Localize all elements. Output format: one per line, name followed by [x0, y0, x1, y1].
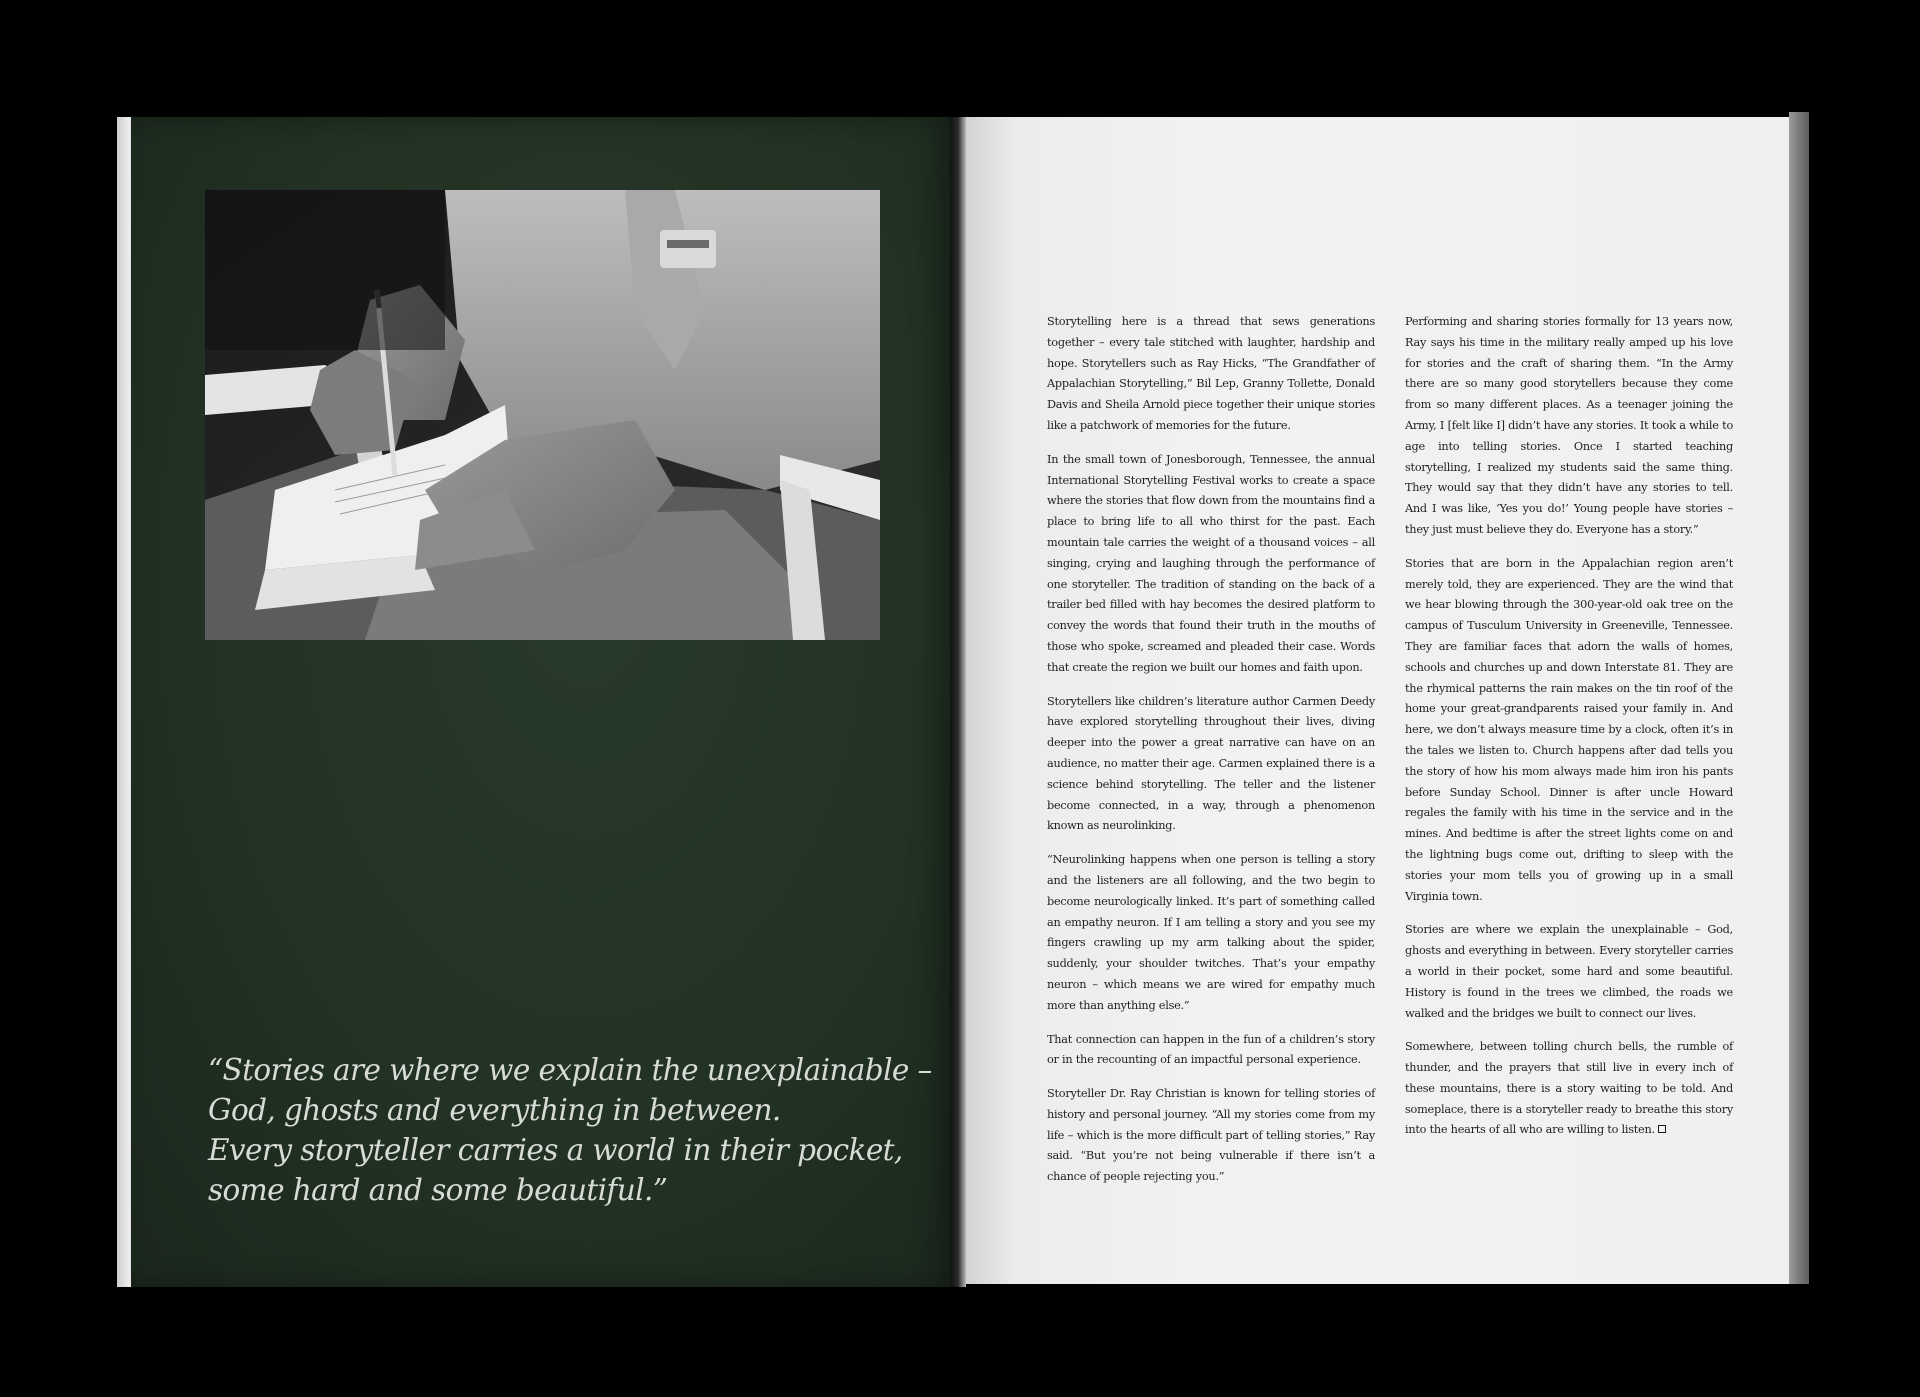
- article-paragraph: Stories that are born in the Appalachian region aren’t merely told, they are experienced. They are the wind that we hear blowing through the 300-year-old oak tree on the campus of Tusculum University in Greeneville, Tennessee. They are familiar faces that adorn the walls of homes, schools and churches up and down Interstate 81. They are the rhymical patterns the rain makes on the tin roof of the home your great-grandparents raised your family in. And here, we don’t always measure time by a clock, often it’s in the tales we listen to. Church happens after dad tells you the story of how his mom always made him iron his pants before Sunday School. Dinner is after uncle Howard regales the family with his time in the service and in the mines. And bedtime is after the street lights come on and the lightning bugs come out, drifting to sleep with the stories your mom tells you of growing up in a small Virginia town.: [1405, 556, 1733, 903]
- article-paragraph: That connection can happen in the fun of a children’s story or in the recounting of an impactful personal experience.: [1047, 1032, 1375, 1067]
- pull-quote-line: some hard and some beautiful.”: [208, 1173, 668, 1207]
- article-paragraph: Storytellers like children’s literature author Carmen Deedy have explored storytelling throughout their lives, diving deeper into the power a great narrative can have on an audience, no matter their age. Carmen explained there is a science behind storytelling. The teller and the listener become connected, in a way, through a phenomenon known as neurolinking.: [1047, 694, 1375, 833]
- end-mark-icon: [1658, 1125, 1666, 1133]
- article-paragraph-text: Somewhere, between tolling church bells, the rumble of thunder, and the prayers that still live in every inch of these mountains, there is a story waiting to be told. And someplace, there is a storyteller ready to breathe this story into the hearts of all who are willing to listen.: [1405, 1040, 1733, 1137]
- article-paragraph: “Neurolinking happens when one person is telling a story and the listeners are all following, and the two begin to become neurologically linked. It’s part of something called an empathy neuron. If I am telling a story and you see my fingers crawling up my arm talking about the spider, suddenly, your shoulder twitches. That’s your empathy neuron – which means we are wired for empathy much more than anything else.”: [1047, 853, 1375, 1012]
- storyteller-writing-photo: [205, 190, 880, 640]
- article-column-left: [1047, 312, 1375, 1201]
- right-page-edge: [1789, 112, 1809, 1284]
- article-paragraph: Performing and sharing stories formally for 13 years now, Ray says his time in the military really amped up his love for stories and the craft of sharing them. “In the Army there are so many good storytellers because they come from so many different places. As a teenager joining the Army, I [felt like I] didn’t have any stories. It took a while to age into telling stories. Once I started teaching storytelling, I realized my students said the same thing. They would say that they didn’t have any stories to tell. And I was like, ‘Yes you do!’ Young people have stories – they just must believe they do. Everyone has a story.”: [1405, 315, 1733, 536]
- article-final-paragraph: [1405, 1037, 1733, 1141]
- pull-quote-line: “Stories are where we explain the unexplainable –: [208, 1053, 932, 1087]
- pull-quote-line: God, ghosts and everything in between.: [208, 1093, 781, 1127]
- article-paragraph: Storytelling here is a thread that sews generations together – every tale stitched with laughter, hardship and hope. Storytellers such as Ray Hicks, “The Grandfather of Appalachian Storytelling,” Bil Lep, Granny Tollette, Donald Davis and Sheila Arnold piece together their unique stories like a patchwork of memories for the future.: [1047, 315, 1375, 432]
- article-paragraph: Storyteller Dr. Ray Christian is known for telling stories of history and personal journey. “All my stories come from my life – which is the more difficult part of telling stories,” Ray said. “But you’re not being vulnerable if there isn’t a chance of people rejecting you.”: [1047, 1087, 1375, 1184]
- spine-gutter: [950, 117, 966, 1287]
- pull-quote-line: Every storyteller carries a world in their pocket,: [208, 1133, 903, 1167]
- article-column-right: [1405, 312, 1733, 1154]
- article-paragraph: Stories are where we explain the unexplainable – God, ghosts and everything in between. Every storyteller carries a world in their pocket, some hard and some beautiful. History is found in the trees we climbed, the roads we walked and the bridges we built to connect our lives.: [1405, 923, 1733, 1020]
- pull-quote: [208, 1050, 932, 1210]
- article-paragraph: In the small town of Jonesborough, Tennessee, the annual International Storytelling Festival works to create a space where the stories that flow down from the mountains find a place to bring life to all who thirst for the past. Each mountain tale carries the weight of a thousand voices – all singing, crying and laughing through the performance of one storyteller. The tradition of standing on the back of a trailer bed filled with hay becomes the desired platform to convey the words that found their truth in the mouths of those who spoke, screamed and pleaded their case. Words that create the region we built our homes and faith upon.: [1047, 452, 1375, 674]
